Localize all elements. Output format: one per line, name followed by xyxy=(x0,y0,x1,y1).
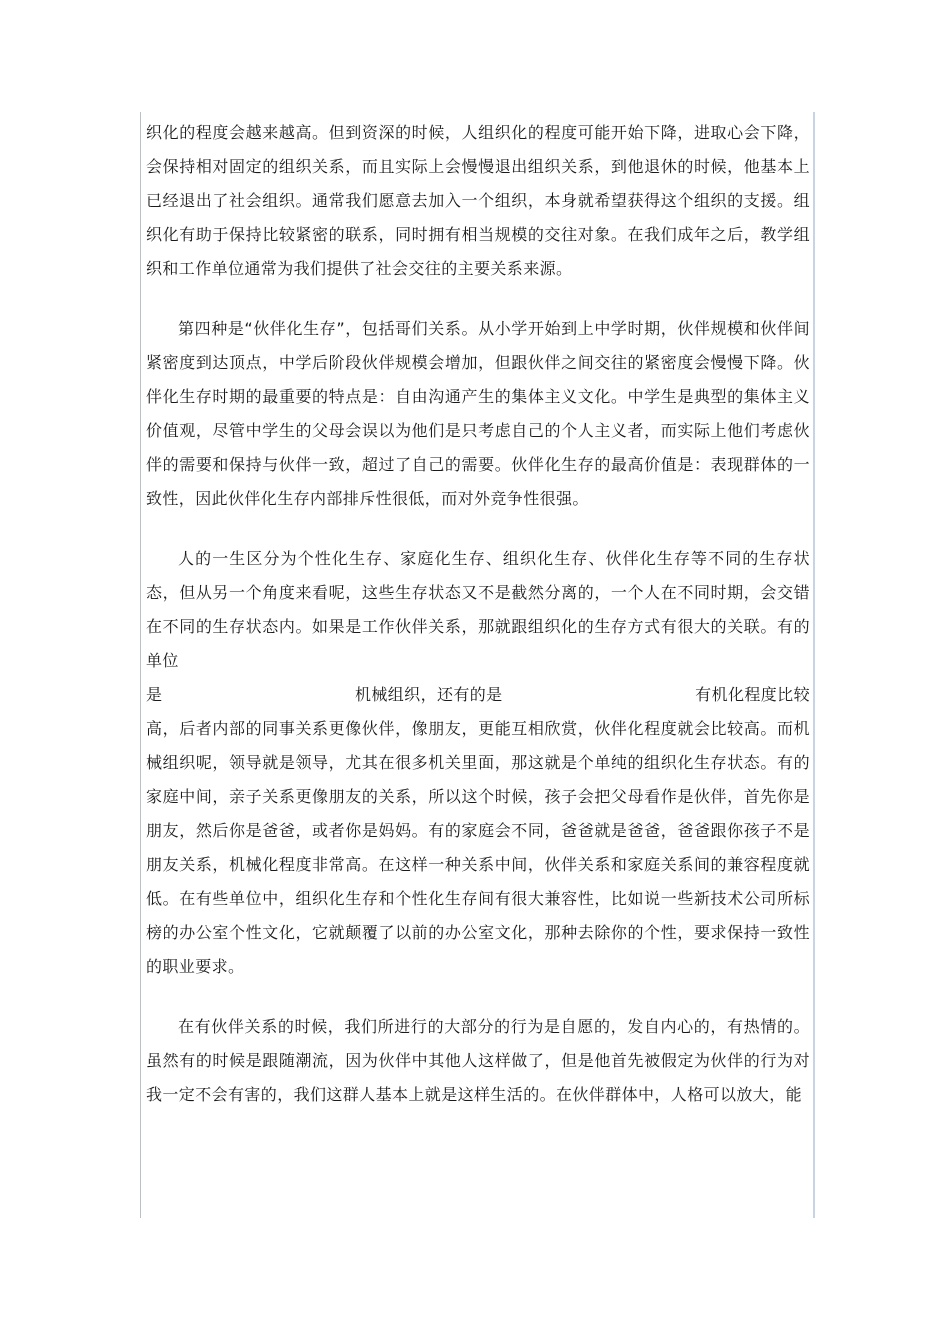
spaced-line-left: 是 xyxy=(146,685,163,704)
spaced-line-right: 有机化程度比较 xyxy=(695,685,810,704)
paragraph-3-spaced-line xyxy=(146,678,810,712)
spaced-line-middle: 机械组织，还有的是 xyxy=(354,685,503,704)
paragraph-4: 在有伙伴关系的时候，我们所进行的大部分的行为是自愿的，发自内心的，有热情的。虽然有的时候是跟随潮流，因为伙伴中其他人这样做了，但是他首先被假定为伙伴的行为对我一定不会有害的，我们这群人基本上就是这样生活的。在伙伴群体中，人格可以放大，能 xyxy=(146,1017,810,1104)
paragraph-3-part-b: 高，后者内部的同事关系更像伙伴，像朋友，更能互相欣赏，伙伴化程度就会比较高。而机械组织呢，领导就是领导，尤其在很多机关里面，那这就是个单纯的组织化生存状态。有的家庭中间，亲子关系更像朋友的关系，所以这个时候，孩子会把父母看作是伙伴，首先你是朋友，然后你是爸爸，或者你是妈妈。有的家庭会不同，爸爸就是爸爸，爸爸跟你孩子不是朋友关系，机械化程度非常高。在这样一种关系中间，伙伴关系和家庭关系间的兼容程度就低。在有些单位中，组织化生存和个性化生存间有很大兼容性，比如说一些新技术公司所标榜的办公室个性文化，它就颠覆了以前的办公室文化，那种去除你的个性，要求保持一致性的职业要求。 xyxy=(146,719,810,976)
paragraph-3-part-a: 人的一生区分为个性化生存、家庭化生存、组织化生存、伙伴化生存等不同的生存状态，但从另一个角度来看呢，这些生存状态又不是截然分离的，一个人在不同时期，会交错在不同的生存状态内。如果是工作伙伴关系，那就跟组织化的生存方式有很大的关联。有的单位 xyxy=(146,549,810,670)
document-body xyxy=(146,116,810,1112)
paragraph-3 xyxy=(146,542,810,984)
paragraph-2: 第四种是“伙伴化生存”，包括哥们关系。从小学开始到上中学时期，伙伴规模和伙伴间紧密度到达顶点，中学后阶段伙伴规模会增加，但跟伙伴之间交往的紧密度会慢慢下降。伙伴化生存时期的最重要的特点是：自由沟通产生的集体主义文化。中学生是典型的集体主义价值观，尽管中学生的父母会误以为他们是只考虑自己的个人主义者，而实际上他们考虑伙伴的需要和保持与伙伴一致，超过了自己的需要。伙伴化生存的最高价值是：表现群体的一致性，因此伙伴化生存内部排斥性很低，而对外竞争性很强。 xyxy=(146,319,810,508)
paragraph-1: 织化的程度会越来越高。但到资深的时候，人组织化的程度可能开始下降，进取心会下降，会保持相对固定的组织关系，而且实际上会慢慢退出组织关系，到他退休的时候，他基本上已经退出了社会组织。通常我们愿意去加入一个组织，本身就希望获得这个组织的支援。组织化有助于保持比较紧密的联系，同时拥有相当规模的交往对象。在我们成年之后，教学组织和工作单位通常为我们提供了社会交往的主要关系来源。 xyxy=(146,123,810,278)
